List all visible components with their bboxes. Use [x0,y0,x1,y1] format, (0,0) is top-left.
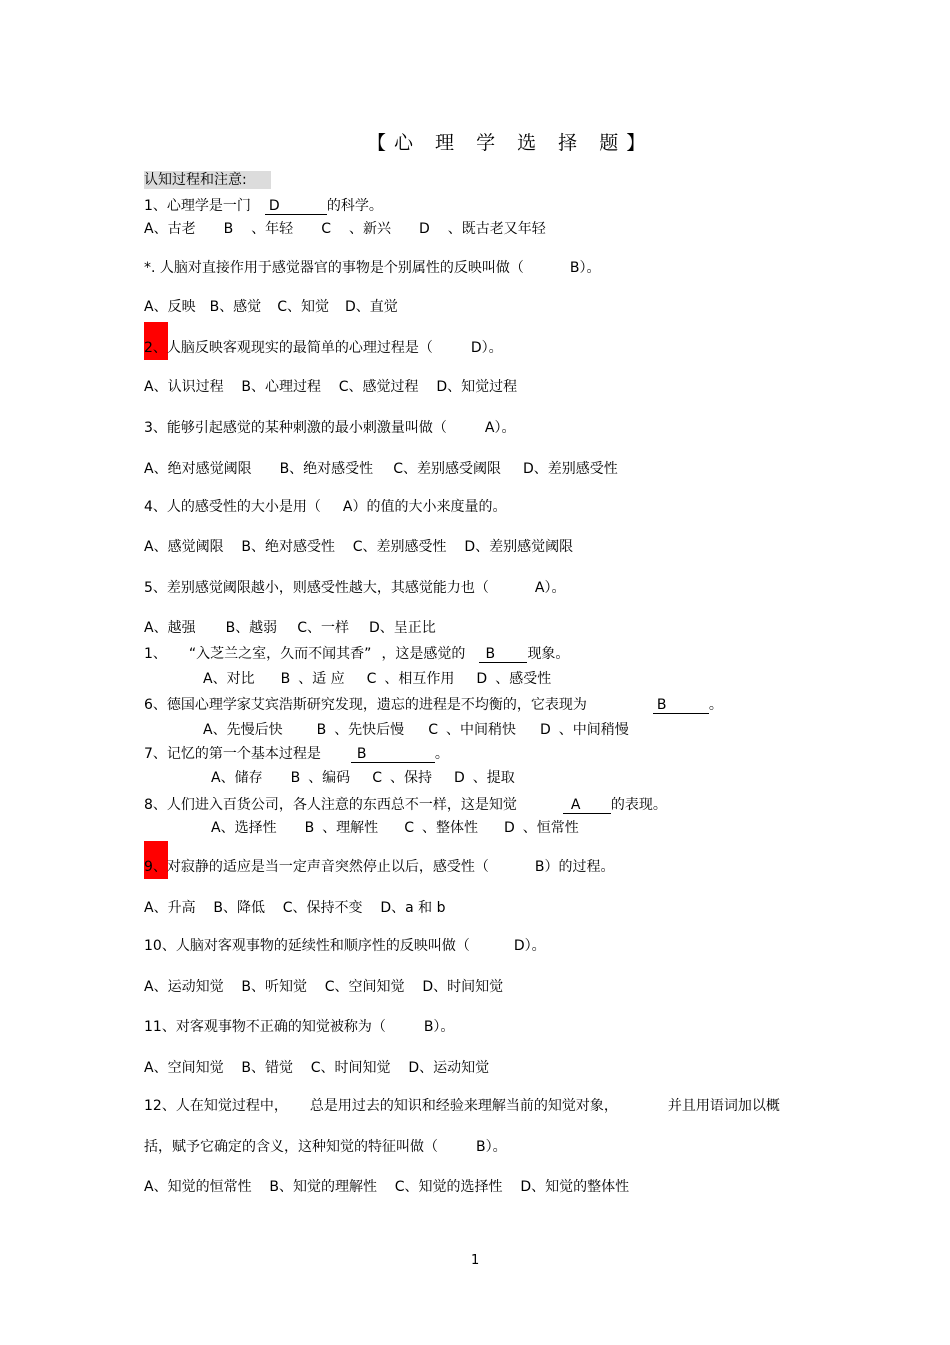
options-star: A、反映 B、感觉 C、知觉 D、直觉 [144,299,398,315]
options-7: A、储存 B 、编码 C 、保持 D 、提取 [211,770,515,786]
question-9: 9、对寂静的适应是当一定声音突然停止以后，感受性（ B）的过程。 [144,859,615,875]
options-12: A、知觉的恒常性 B、知觉的理解性 C、知觉的选择性 D、知觉的整体性 [144,1179,630,1195]
options-6: A、先慢后快 B 、先快后慢 C 、中间稍快 D 、中间稍慢 [203,722,629,738]
question-1: 1、心理学是一门 D 的科学。 [144,198,383,214]
question-5: 5、差别感觉阈限越小，则感受性越大，其感觉能力也（ A）。 [144,580,566,596]
options-8: A、选择性 B 、理解性 C 、整体性 D 、恒常性 [211,820,579,836]
options-4: A、感觉阈限 B、绝对感受性 C、差别感受性 D、差别感觉阈限 [144,539,574,555]
question-6: 6、德国心理学家艾宾浩斯研究发现，遗忘的进程是不均衡的，它表现为 B 。 [144,697,723,713]
question-star: *. 人脑对直接作用于感觉器官的事物是个别属性的反映叫做（ B）。 [144,260,601,276]
options-5: A、越强 B、越弱 C、一样 D、呈正比 [144,620,436,636]
question-12: 12、人在知觉过程中， 总是用过去的知识和经验来理解当前的知觉对象， 并且用语词加以概 [144,1098,780,1114]
question-11: 11、对客观事物不正确的知觉被称为（ B）。 [144,1019,455,1035]
page-title: 【心 理 学 选 择 题】 [367,132,654,154]
options-2: A、认识过程 B、心理过程 C、感觉过程 D、知觉过程 [144,379,518,395]
options-1: A、古老 B 、年轻 C 、新兴 D 、既古老又年轻 [144,221,546,237]
options-9: A、升高 B、降低 C、保持不变 D、a 和 b [144,900,446,916]
options-1b: A、对比 B 、适 应 C 、相互作用 D 、感受性 [203,671,552,687]
question-10: 10、人脑对客观事物的延续性和顺序性的反映叫做（ D）。 [144,938,546,954]
question-4: 4、人的感受性的大小是用（ A）的值的大小来度量的。 [144,499,507,515]
question-1b: 1、 “入芝兰之室，久而不闻其香” ，这是感觉的 B 现象。 [144,646,570,662]
options-11: A、空间知觉 B、错觉 C、时间知觉 D、运动知觉 [144,1060,490,1076]
page-number: 1 [471,1253,480,1268]
question-8: 8、人们进入百货公司，各人注意的东西总不一样，这是知觉 A 的表现。 [144,797,667,813]
section-heading: 认知过程和注意: [144,172,271,188]
question-3: 3、能够引起感觉的某种刺激的最小刺激量叫做（ A）。 [144,420,516,436]
question-12-line2: 括，赋予它确定的含义，这种知觉的特征叫做（ B）。 [144,1139,507,1155]
options-3: A、绝对感觉阈限 B、绝对感受性 C、差别感受阈限 D、差别感受性 [144,461,618,477]
question-7: 7、记忆的第一个基本过程是 B 。 [144,746,449,762]
options-10: A、运动知觉 B、听知觉 C、空间知觉 D、时间知觉 [144,979,504,995]
question-2: 2、人脑反映客观现实的最简单的心理过程是（ D）。 [144,340,503,356]
